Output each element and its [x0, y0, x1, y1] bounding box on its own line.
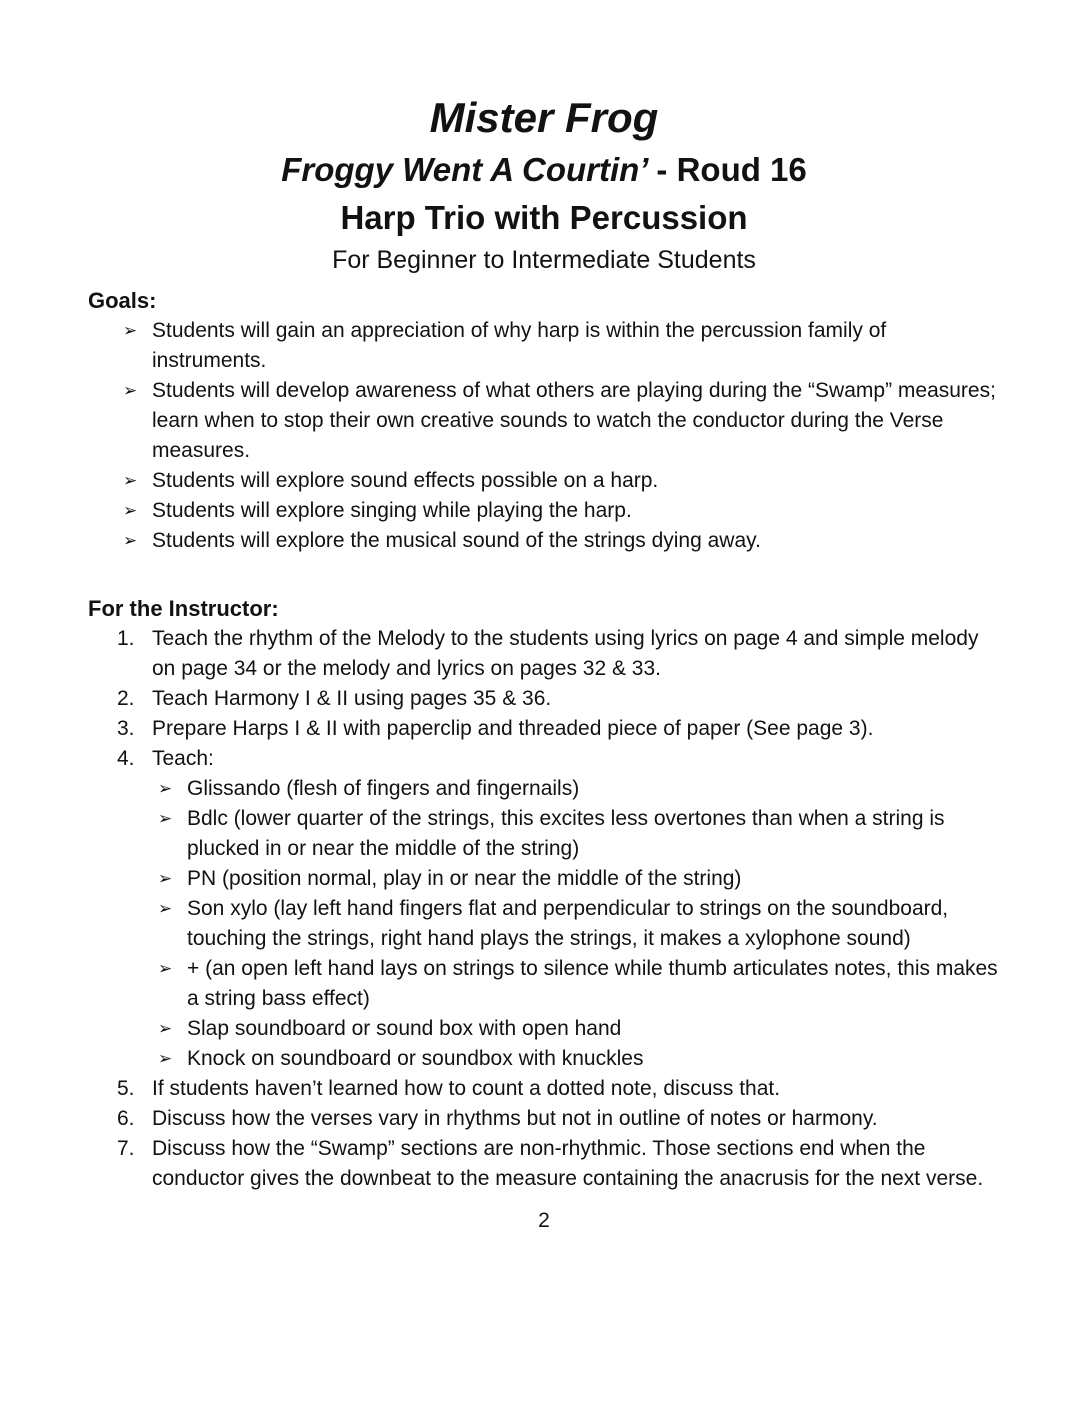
goal-item-text: Students will explore the musical sound of the strings dying away.: [152, 529, 761, 552]
list-number: 7.: [117, 1137, 135, 1160]
arrow-bullet-icon: ➢: [158, 809, 173, 828]
instructor-item: [88, 744, 1000, 774]
instructor-item-text: Teach the rhythm of the Melody to the students using lyrics on page 4 and simple melody on page 34 or the melody and lyrics on pages 32 & 33.: [152, 627, 979, 680]
list-number: 2.: [117, 687, 135, 710]
doc-audience: For Beginner to Intermediate Students: [332, 246, 756, 274]
arrow-bullet-icon: ➢: [123, 321, 138, 340]
teach-sub-item: [88, 954, 1000, 1014]
arrow-bullet-icon: ➢: [158, 959, 173, 978]
instructor-item: [88, 624, 1000, 684]
page-number: 2: [538, 1209, 550, 1232]
instructor-item: [88, 1134, 1000, 1194]
goals-heading: Goals:: [88, 288, 157, 313]
teach-sub-item: [88, 1044, 1000, 1074]
instructor-item: [88, 684, 1000, 714]
teach-sub-item: [88, 864, 1000, 894]
arrow-bullet-icon: ➢: [123, 381, 138, 400]
arrow-bullet-icon: ➢: [123, 471, 138, 490]
goal-item: [88, 466, 1000, 496]
goal-item-text: Students will gain an appreciation of why harp is within the percussion family of instruments.: [152, 319, 887, 372]
teach-sub-item-text: Son xylo (lay left hand fingers flat and perpendicular to strings on the soundboard, touching the strings, right hand plays the strings, it makes a xylophone sound): [187, 897, 949, 950]
teach-sub-item-text: Slap soundboard or sound box with open hand: [187, 1017, 622, 1040]
arrow-bullet-icon: ➢: [123, 501, 138, 520]
goal-item-text: Students will explore singing while playing the harp.: [152, 499, 632, 522]
goal-item-text: Students will develop awareness of what others are playing during the “Swamp” measures; learn when to stop their own creative sounds to watch the conductor during the Verse measures.: [152, 379, 996, 462]
goal-item: [88, 376, 1000, 466]
goals-list: [88, 316, 1000, 556]
arrow-bullet-icon: ➢: [158, 869, 173, 888]
arrow-bullet-icon: ➢: [158, 1049, 173, 1068]
instructor-item-text: If students haven’t learned how to count a dotted note, discuss that.: [152, 1077, 781, 1100]
teach-sub-item-text: + (an open left hand lays on strings to silence while thumb articulates notes, this makes a string bass effect): [187, 957, 998, 1010]
doc-subtitle: [88, 148, 1000, 192]
instructor-item: [88, 1074, 1000, 1104]
teach-sub-item: [88, 804, 1000, 864]
doc-ensemble: Harp Trio with Percussion: [340, 199, 748, 236]
goal-item: [88, 496, 1000, 526]
subtitle-song-name: Froggy Went A Courtin’: [281, 151, 657, 188]
list-number: 4.: [117, 747, 135, 770]
instructor-item: [88, 1104, 1000, 1134]
teach-sub-item: [88, 894, 1000, 954]
list-number: 3.: [117, 717, 135, 740]
list-number: 5.: [117, 1077, 135, 1100]
instructor-item-text: Teach Harmony I & II using pages 35 & 36.: [152, 687, 552, 710]
teach-sub-item-text: Glissando (flesh of fingers and fingernails): [187, 777, 580, 800]
instructor-item-text: Prepare Harps I & II with paperclip and threaded piece of paper (See page 3).: [152, 717, 874, 740]
arrow-bullet-icon: ➢: [158, 1019, 173, 1038]
arrow-bullet-icon: ➢: [158, 779, 173, 798]
instructor-heading: For the Instructor:: [88, 596, 279, 621]
goal-item: [88, 526, 1000, 556]
teach-sub-item-text: PN (position normal, play in or near the middle of the string): [187, 867, 742, 890]
goal-item: [88, 316, 1000, 376]
list-number: 6.: [117, 1107, 135, 1130]
instructor-list: [88, 624, 1000, 1194]
instructor-item: [88, 714, 1000, 744]
teach-sub-item-text: Bdlc (lower quarter of the strings, this excites less overtones than when a string is plucked in or near the middle of the string): [187, 807, 945, 860]
arrow-bullet-icon: ➢: [158, 899, 173, 918]
arrow-bullet-icon: ➢: [123, 531, 138, 550]
teach-sub-item-text: Knock on soundboard or soundbox with knuckles: [187, 1047, 644, 1070]
instructor-item-text: Discuss how the “Swamp” sections are non-rhythmic. Those sections end when the conductor gives the downbeat to the measure containing the anacrusis for the next verse.: [152, 1137, 984, 1190]
list-number: 1.: [117, 627, 135, 650]
instructor-item-text: Discuss how the verses vary in rhythms but not in outline of notes or harmony.: [152, 1107, 878, 1130]
goal-item-text: Students will explore sound effects possible on a harp.: [152, 469, 659, 492]
doc-title: Mister Frog: [429, 94, 659, 141]
instructor-item-text: Teach:: [152, 747, 214, 770]
teach-sub-item: [88, 774, 1000, 804]
teach-sub-item: [88, 1014, 1000, 1044]
subtitle-roud-number: - Roud 16: [656, 151, 807, 188]
